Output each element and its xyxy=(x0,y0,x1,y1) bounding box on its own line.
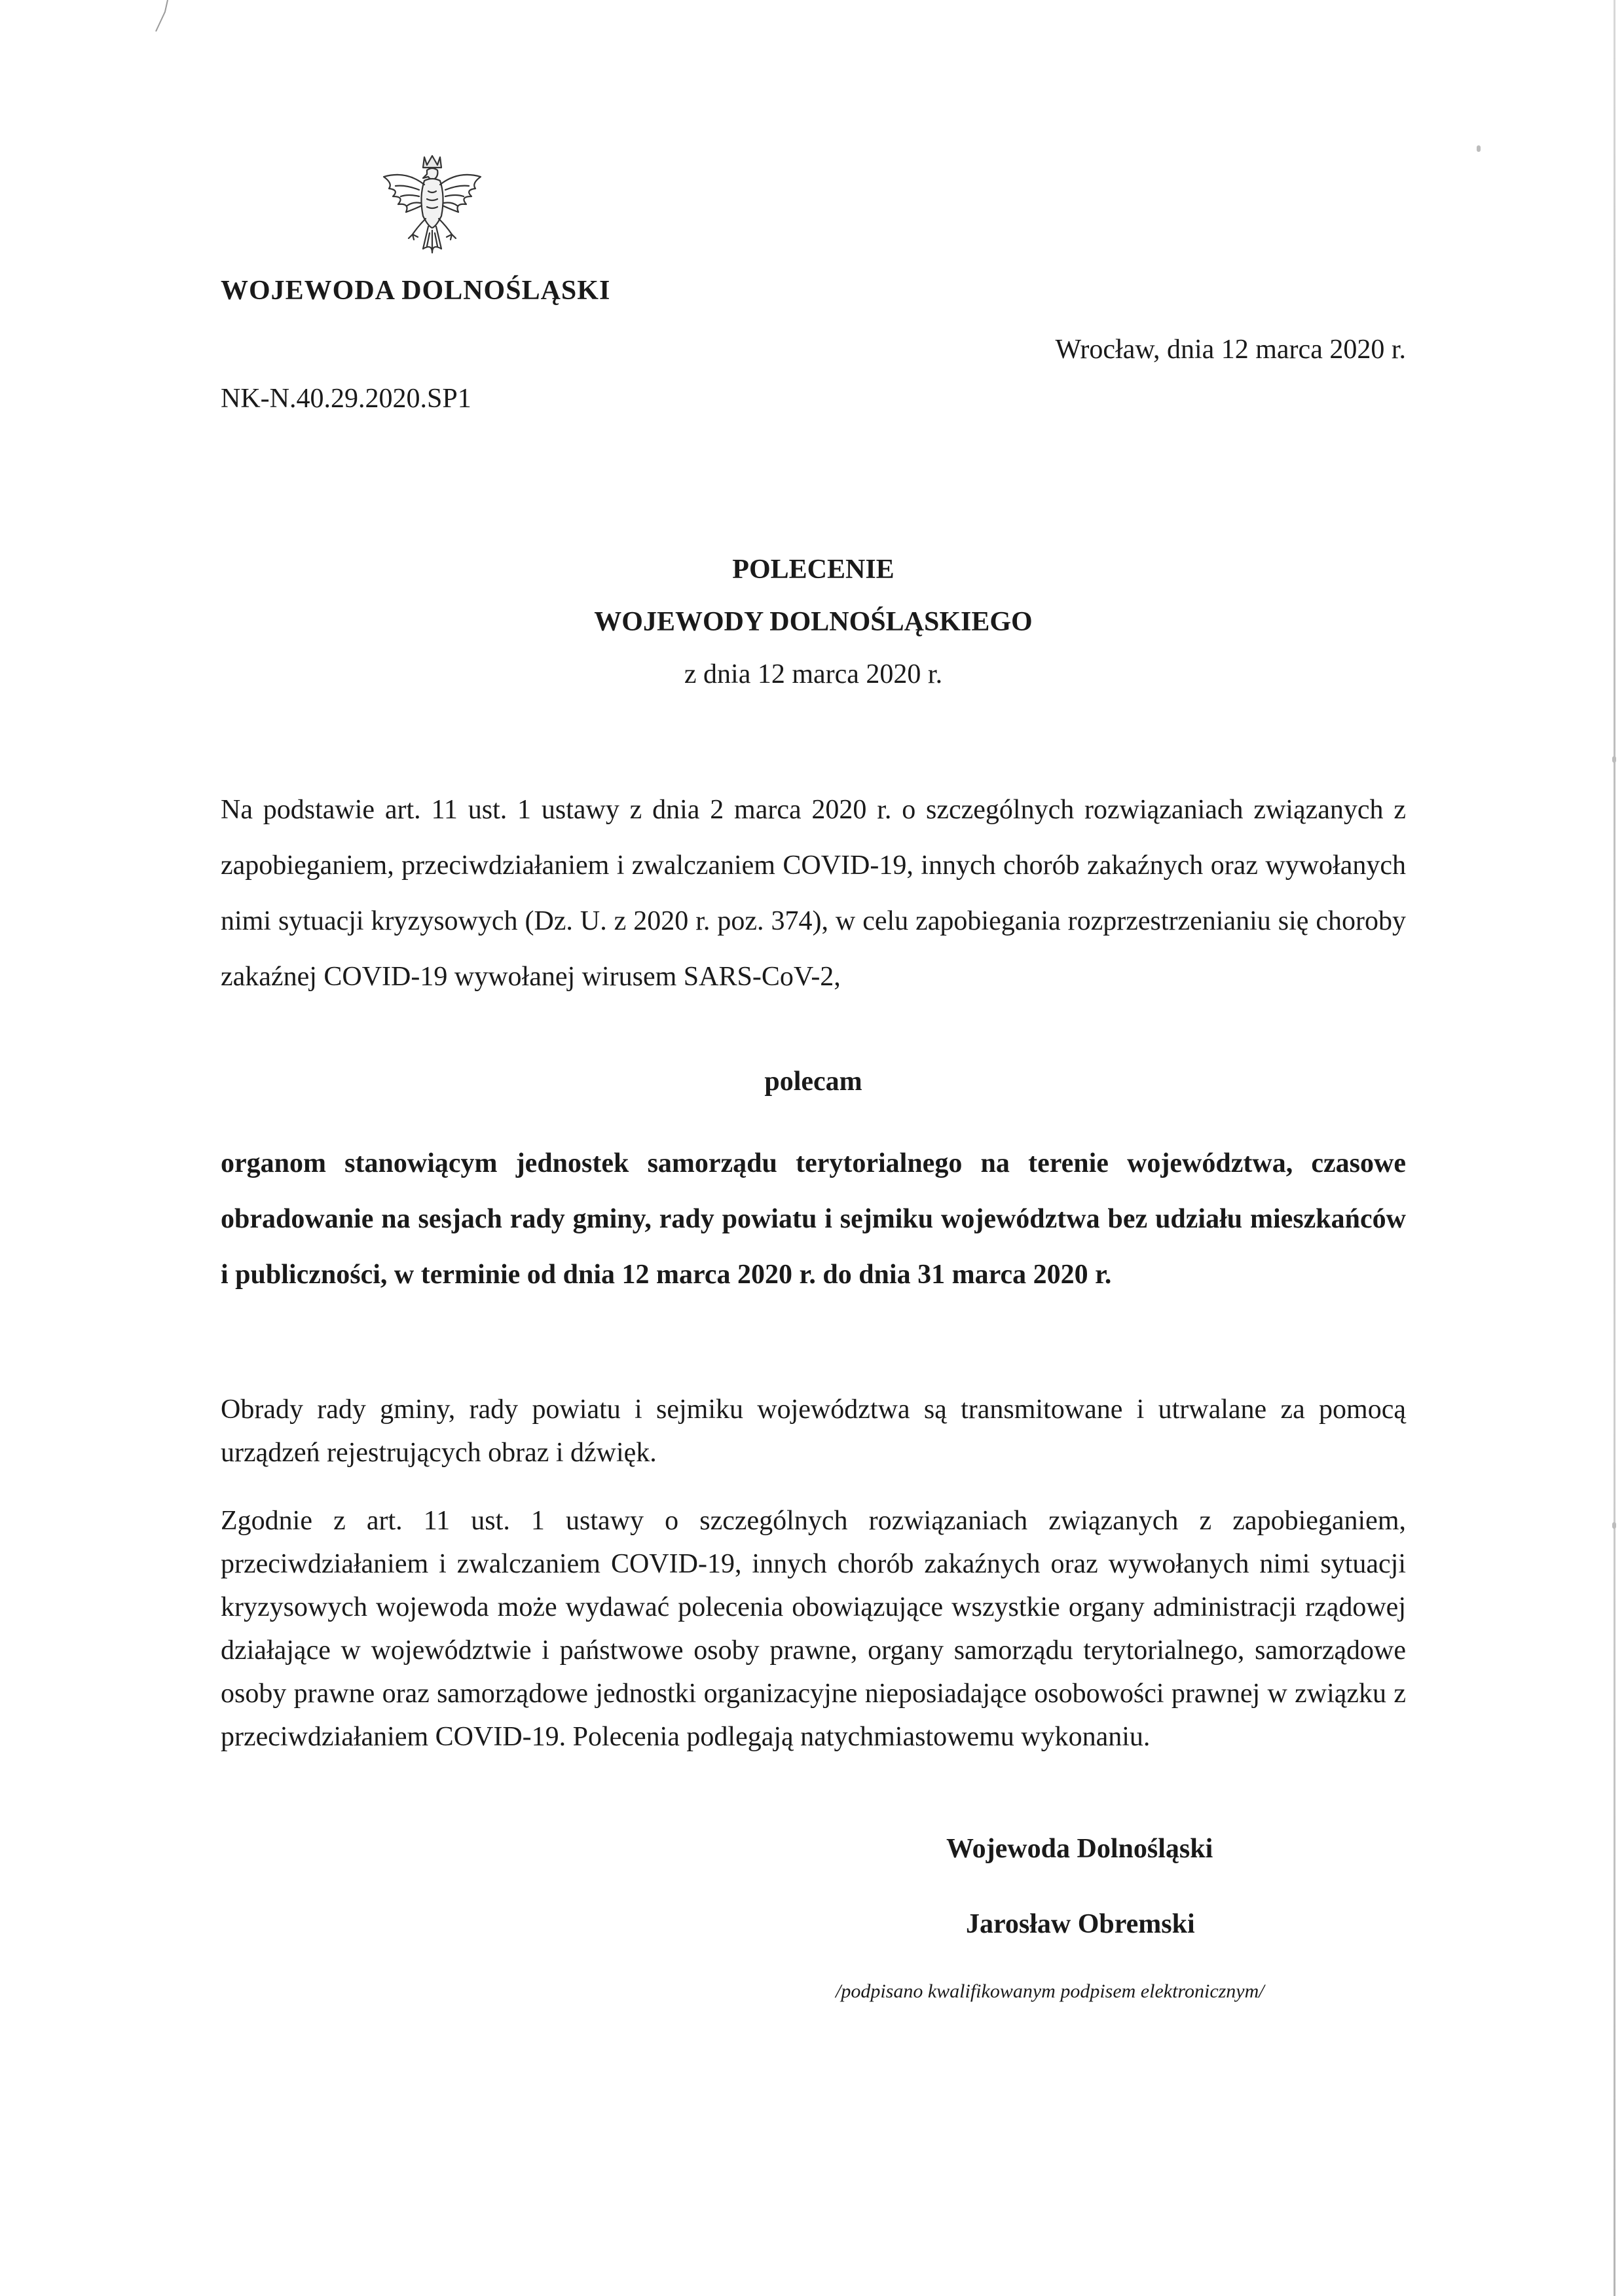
scan-speck xyxy=(1477,145,1481,152)
place-and-date: Wrocław, dnia 12 marca 2020 r. xyxy=(1055,335,1406,365)
title-line-2: WOJEWODY DOLNOŚLĄSKIEGO xyxy=(594,607,1033,637)
signer-office: Wojewoda Dolnośląski xyxy=(946,1834,1213,1864)
reference-number: NK-N.40.29.2020.SP1 xyxy=(221,384,471,414)
broadcast-paragraph: Obrady rady gminy, rady powiatu i sejmiku województwa są transmitowane i utrwalane za pomocą urządzeń rejestrujących obraz i dźwięk. xyxy=(221,1394,1406,1468)
document-title xyxy=(221,543,1406,701)
issuing-authority: WOJEWODA DOLNOŚLĄSKI xyxy=(221,276,611,306)
scan-edge xyxy=(1614,0,1615,2296)
command-paragraph: organom stanowiącym jednostek samorządu terytorialnego na terenie województwa, czasowe obradowanie na sesjach rady gminy, rady powiatu i sejmiku województwa bez udziału mieszkańców i publiczności, w terminie od dnia 12 marca 2020 r. do dnia 31 marca 2020 r. xyxy=(221,1148,1406,1290)
scan-corner-mark xyxy=(152,0,169,34)
command-word: polecam xyxy=(764,1066,862,1097)
legal-note-paragraph: Zgodnie z art. 11 ust. 1 ustawy o szczególnych rozwiązaniach związanych z zapobieganiem, przeciwdziałaniem i zwalczaniem COVID-19, innych chorób zakaźnych oraz wywołanych nimi sytuacji kryzysowych wojewoda może wydawać polecenia obowiązujące wszystkie organy administracji rządowej działające w województwie i państwowe osoby prawne, organy samorządu terytorialnego, samorządowe osoby prawne oraz samorządowe jednostki organizacyjne nieposiadające osobowości prawnej w związku z przeciwdziałaniem COVID-19. Polecenia podlegają natychmiastowemu wykonaniu. xyxy=(221,1506,1406,1752)
scan-speck xyxy=(1612,1522,1616,1529)
title-line-1: POLECENIE xyxy=(732,555,895,585)
electronic-signature-note: /podpisano kwalifikowanym podpisem elektronicznym/ xyxy=(836,1980,1264,2002)
scan-speck xyxy=(1612,756,1616,763)
signer-name: Jarosław Obremski xyxy=(966,1909,1195,1939)
title-date: z dnia 12 marca 2020 r. xyxy=(684,659,943,689)
legal-basis-paragraph: Na podstawie art. 11 ust. 1 ustawy z dnia 2 marca 2020 r. o szczególnych rozwiązaniach związanych z zapobieganiem, przeciwdziałaniem i zwalczaniem COVID-19, innych chorób zakaźnych oraz wywołanych nimi sytuacji kryzysowych (Dz. U. z 2020 r. poz. 374), w celu zapobiegania rozprzestrzenianiu się choroby zakaźnej COVID-19 wywołanej wirusem SARS-CoV-2, xyxy=(221,795,1406,992)
polish-eagle-emblem-icon xyxy=(373,151,491,268)
